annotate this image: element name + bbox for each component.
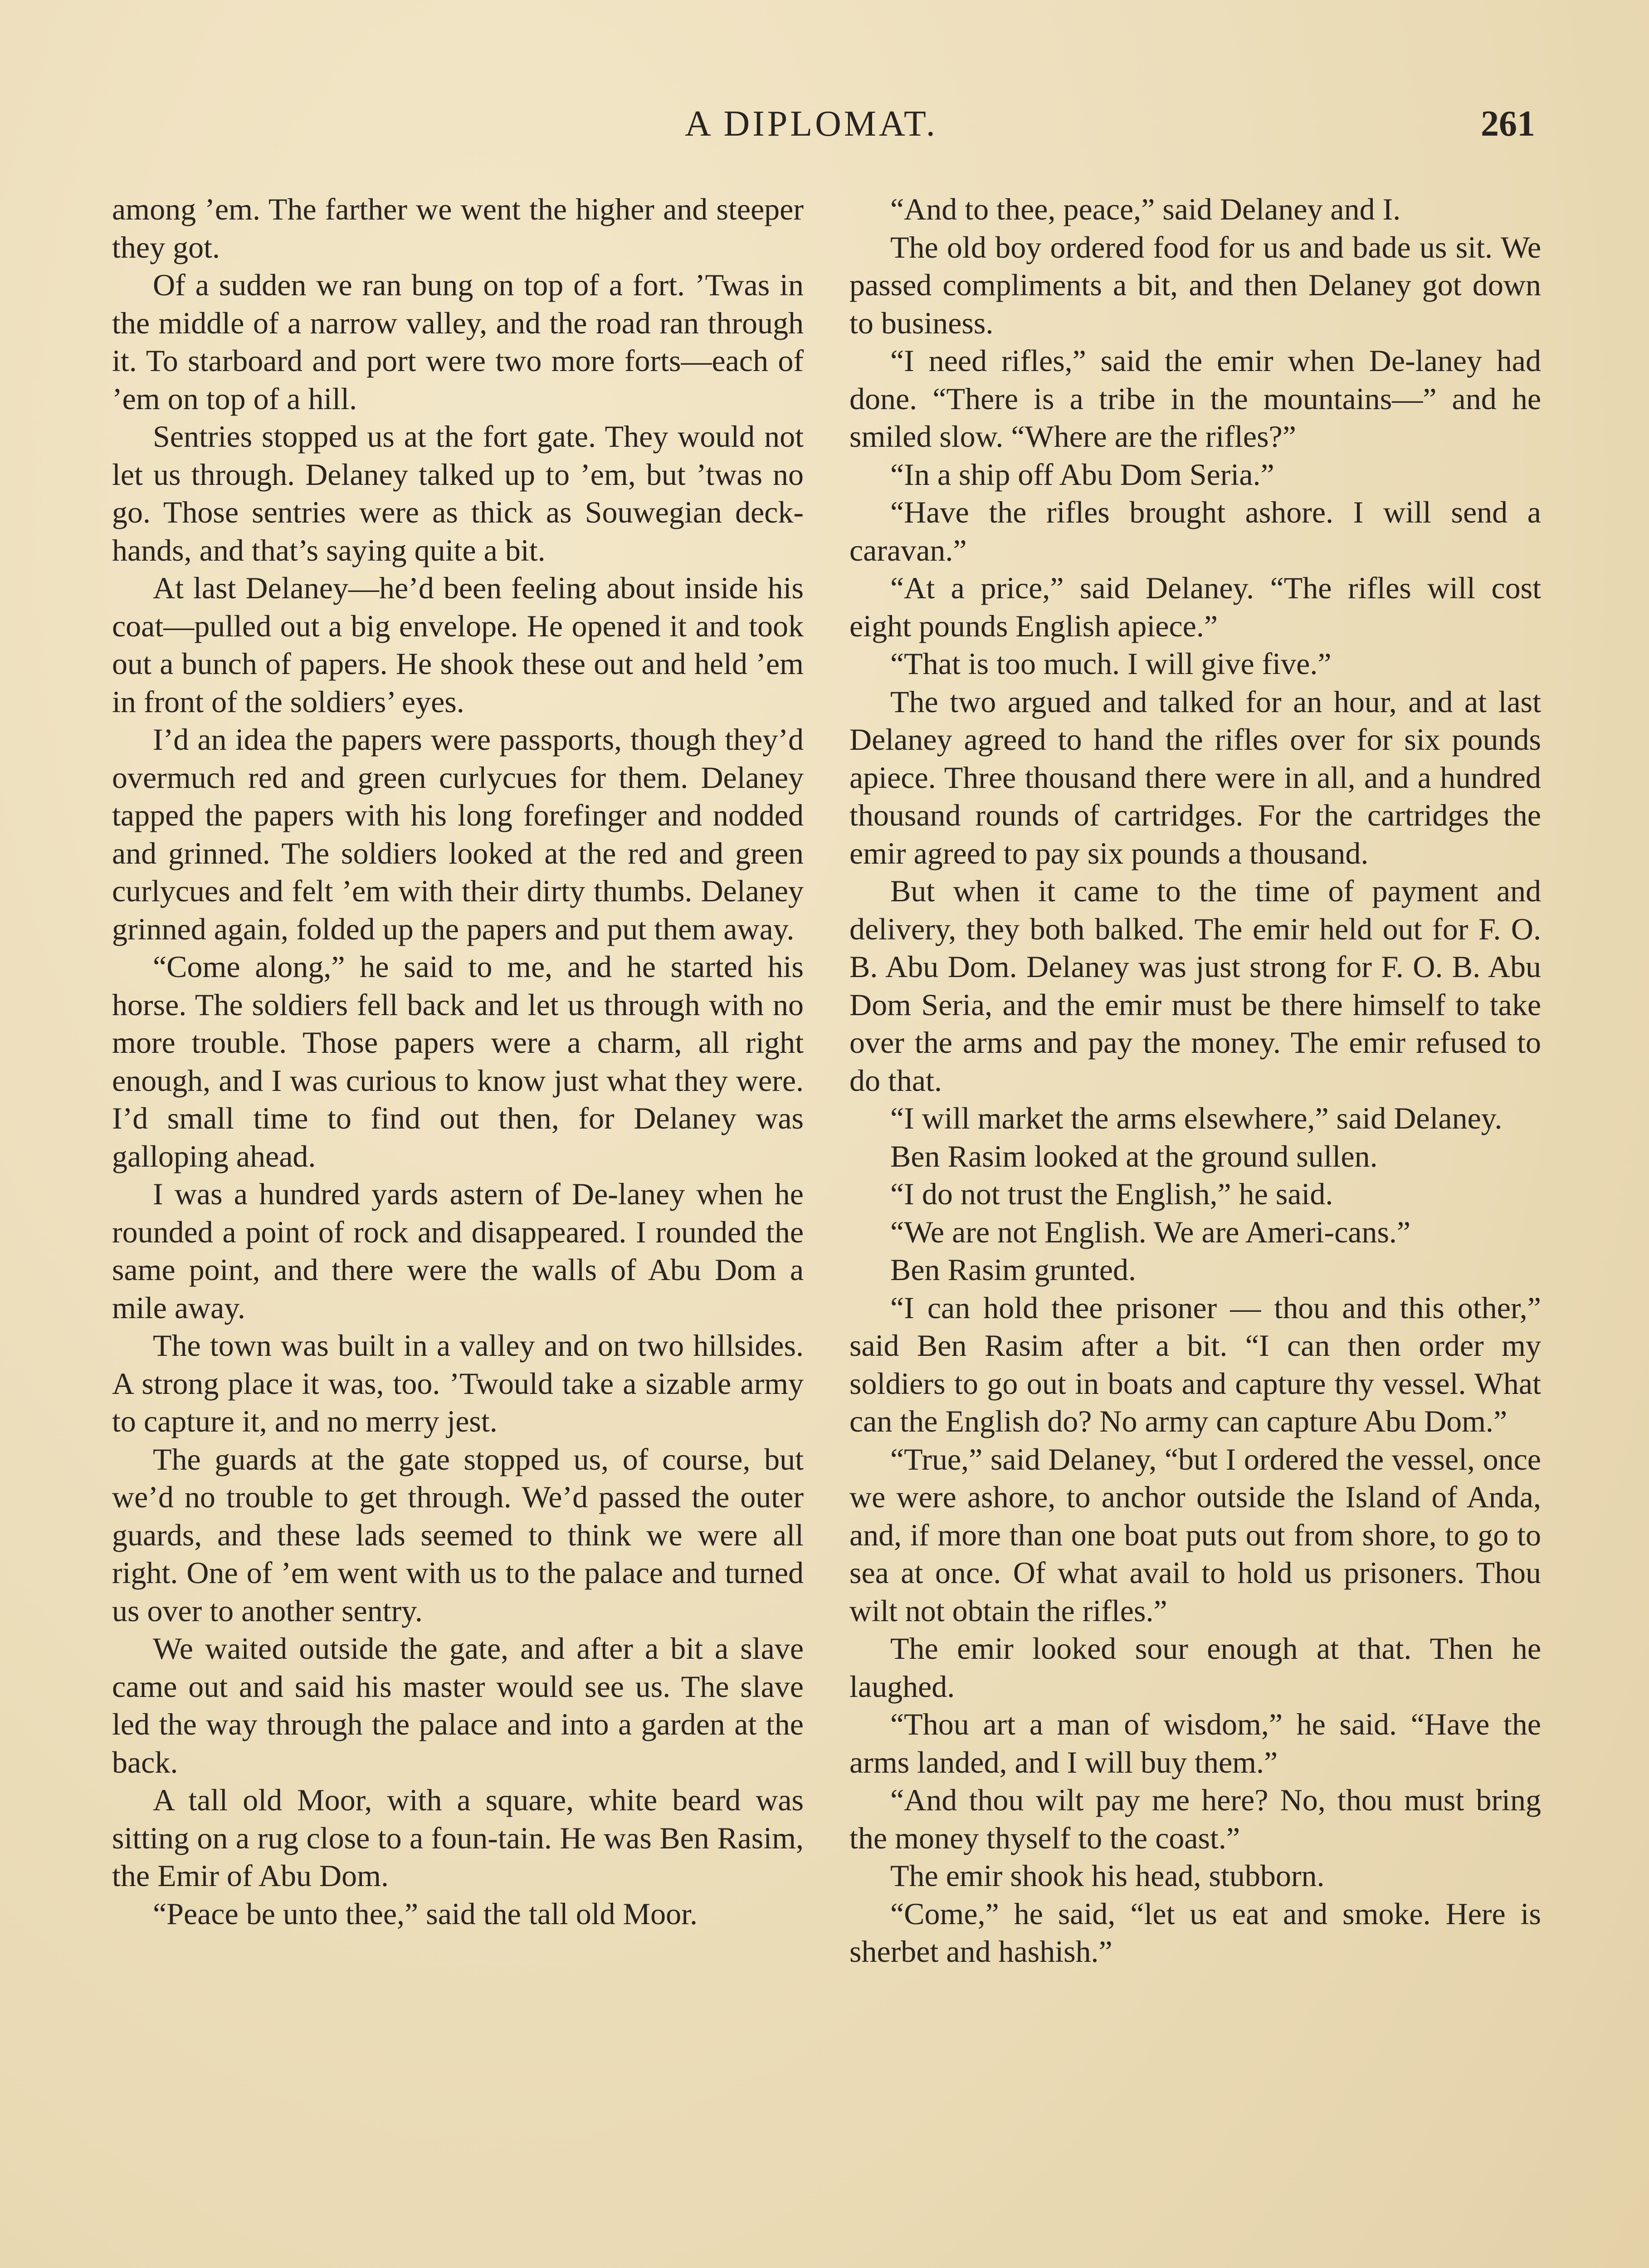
paragraph: The old boy ordered food for us and bade us sit. We passed compliments a bit, and then Delaney got down to business.	[849, 230, 1541, 340]
paragraph: We waited outside the gate, and after a bit a slave came out and said his master would see us. The slave led the way through the palace and into a garden at the back.	[112, 1631, 804, 1779]
paragraph: “Have the rifles brought ashore. I will send a caravan.”	[849, 495, 1541, 567]
paragraph: The guards at the gate stopped us, of course, but we’d no trouble to get through. We’d passed the outer guards, and these lads seemed to think we were all right. One of ’em went with us to the palace and turned us over to another sentry.	[112, 1442, 804, 1628]
page-header	[0, 103, 1649, 158]
paragraph: “I need rifles,” said the emir when De-laney had done. “There is a tribe in the mountains—” and he smiled slow. “Where are the rifles?”	[849, 343, 1541, 454]
paragraph: “Thou art a man of wisdom,” he said. “Have the arms landed, and I will buy them.”	[849, 1707, 1541, 1779]
paragraph: Ben Rasim looked at the ground sullen.	[890, 1139, 1378, 1173]
paragraph: At last Delaney—he’d been feeling about inside his coat—pulled out a big envelope. He opened it and took out a bunch of papers. He shook these out and held ’em in front of the soldiers’ eyes.	[112, 571, 804, 719]
left-column	[112, 191, 804, 1933]
paragraph: “In a ship off Abu Dom Seria.”	[890, 457, 1274, 492]
paragraph: Of a sudden we ran bung on top of a fort. ’Twas in the middle of a narrow valley, and the road ran through it. To starboard and port were two more forts—each of ’em on top of a hill.	[112, 268, 804, 416]
paragraph: The emir shook his head, stubborn.	[890, 1858, 1325, 1893]
paragraph: Sentries stopped us at the fort gate. They would not let us through. Delaney talked up to ’em, but ’twas no go. Those sentries were as thick as Souwegian deck-hands, and that’s saying quite a bit.	[112, 419, 804, 567]
paragraph: Ben Rasim grunted.	[890, 1252, 1137, 1287]
paragraph: “Come along,” he said to me, and he started his horse. The soldiers fell back and let us through with no more trouble. Those papers were a charm, all right enough, and I was curious to know just what they were. I’d small time to find out then, for Delaney was galloping ahead.	[112, 949, 804, 1173]
paragraph: “Come,” he said, “let us eat and smoke. Here is sherbet and hashish.”	[849, 1896, 1541, 1969]
paragraph: “That is too much. I will give five.”	[890, 646, 1332, 681]
running-title: A DIPLOMAT.	[685, 104, 938, 144]
paragraph: But when it came to the time of payment and delivery, they both balked. The emir held out for F. O. B. Abu Dom. Delaney was just strong for F. O. B. Abu Dom Seria, and the emir must be there himself to take over the arms and pay the money. The emir refused to do that.	[849, 874, 1541, 1098]
paragraph: “We are not English. We are Ameri-cans.”	[890, 1214, 1411, 1249]
paragraph: A tall old Moor, with a square, white beard was sitting on a rug close to a foun-tain. He was Ben Rasim, the Emir of Abu Dom.	[112, 1783, 804, 1893]
page-number: 261	[1481, 104, 1535, 144]
paragraph: “And thou wilt pay me here? No, thou must bring the money thyself to the coast.”	[849, 1783, 1541, 1855]
paragraph: “Peace be unto thee,” said the tall old Moor.	[153, 1896, 698, 1931]
paragraph: The town was built in a valley and on two hillsides. A strong place it was, too. ’Twould take a sizable army to capture it, and no merry jest.	[112, 1328, 804, 1438]
paragraph: The two argued and talked for an hour, and at last Delaney agreed to hand the rifles over for six pounds apiece. Three thousand there were in all, and a hundred thousand rounds of cartridges. For the cartridges the emir agreed to pay six pounds a thousand.	[849, 684, 1541, 870]
paragraph: The emir looked sour enough at that. Then he laughed.	[849, 1631, 1541, 1704]
paragraph: I’d an idea the papers were passports, though they’d overmuch red and green curlycues for them. Delaney tapped the papers with his long forefinger and nodded and grinned. The soldiers looked at the red and green curlycues and felt ’em with their dirty thumbs. Delaney grinned again, folded up the papers and put them away.	[112, 722, 804, 946]
paragraph: “At a price,” said Delaney. “The rifles will cost eight pounds English apiece.”	[849, 571, 1541, 643]
right-column	[849, 191, 1541, 1971]
paragraph: among ’em. The farther we went the higher and steeper they got.	[112, 192, 804, 264]
paragraph: I was a hundred yards astern of De-laney when he rounded a point of rock and disappeared. I rounded the same point, and there were the walls of Abu Dom a mile away.	[112, 1177, 804, 1325]
paragraph: “I will market the arms elsewhere,” said Delaney.	[890, 1101, 1503, 1135]
paragraph: “I do not trust the English,” he said.	[890, 1177, 1333, 1211]
paragraph: “I can hold thee prisoner — thou and this other,” said Ben Rasim after a bit. “I can then order my soldiers to go out in boats and capture thy vessel. What can the English do? No army can capture Abu Dom.”	[849, 1290, 1541, 1438]
paragraph: “And to thee, peace,” said Delaney and I.	[890, 192, 1401, 226]
paragraph: “True,” said Delaney, “but I ordered the vessel, once we were ashore, to anchor outside the Island of Anda, and, if more than one boat puts out from shore, to go to sea at once. Of what avail to hold us prisoners. Thou wilt not obtain the rifles.”	[849, 1442, 1541, 1628]
